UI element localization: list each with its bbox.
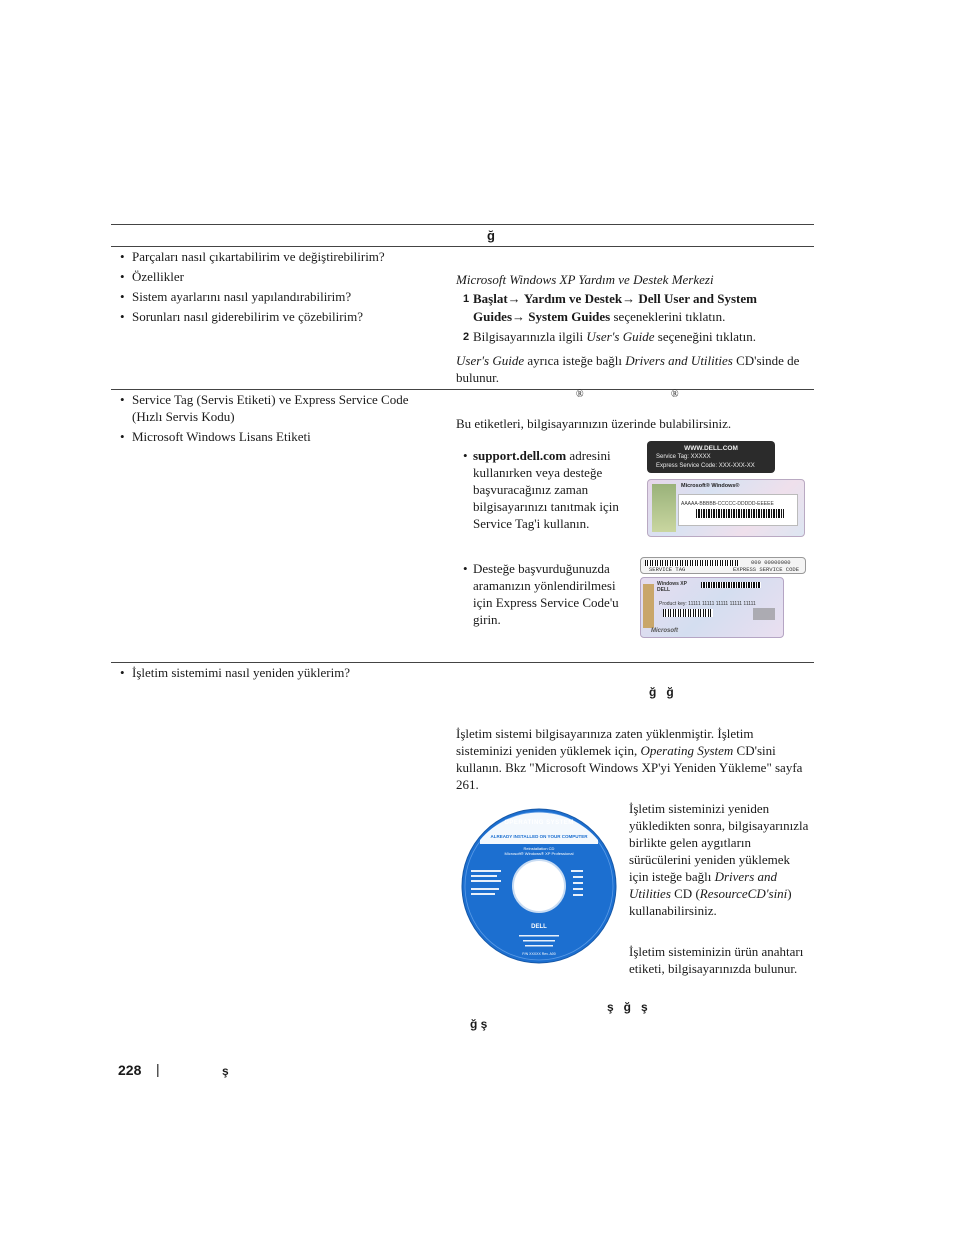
step-bold: Başlat bbox=[473, 291, 508, 306]
step-bold: System Guides bbox=[528, 309, 611, 324]
steps-list bbox=[456, 290, 796, 346]
row3-questions bbox=[120, 664, 430, 684]
step-1 bbox=[456, 290, 796, 326]
label-express-code: Express Service Code: XXX-XXX-XX bbox=[656, 463, 755, 469]
bullet-express-code bbox=[463, 560, 625, 628]
cd-graphic bbox=[461, 808, 617, 964]
row3-heading-glyphs: ğ ğ bbox=[649, 685, 674, 699]
table-header-glyph: ğ bbox=[487, 228, 495, 243]
label-express-code: EXPRESS SERVICE CODE bbox=[733, 566, 800, 573]
step-2 bbox=[456, 328, 796, 346]
para-italic: Drivers and Utilities bbox=[629, 869, 778, 901]
registered-mark: ® bbox=[576, 389, 584, 400]
row1-questions bbox=[120, 248, 430, 328]
operating-system-cd-image bbox=[461, 808, 617, 964]
bullet-text: Desteğe başvurduğunuzda aramanızın yönlendirilmesi için Express Service Code'u girin. bbox=[473, 561, 619, 627]
arrow: → bbox=[512, 309, 529, 324]
label-service-tag: SERVICE TAG bbox=[649, 566, 686, 573]
row2-questions bbox=[120, 391, 430, 448]
question-item: • Sorunları nasıl giderebilirim ve çözebilirim? bbox=[120, 308, 430, 325]
bullet-text: adresini kullanırken veya desteğe başvuracağınız zaman bilgisayarınızı tanıtmak için Service Tag'i kullanın. bbox=[473, 448, 619, 531]
row-divider bbox=[111, 662, 814, 663]
service-tag-label-image bbox=[647, 441, 775, 473]
question-item: • Service Tag (Servis Etiketi) ve Express Service Code (Hızlı Servis Kodu) bbox=[120, 391, 430, 425]
table-header-rule bbox=[111, 246, 814, 247]
label-barcode-number: 000 00000000 bbox=[751, 559, 791, 566]
arrow: → bbox=[507, 291, 524, 306]
footer-glyph: ş bbox=[222, 1064, 229, 1078]
cd-title: OPERATING SYSTEM bbox=[504, 820, 574, 826]
step-number: 2 bbox=[463, 331, 470, 343]
support-link-text: support.dell.com bbox=[473, 448, 567, 463]
page-number: 228 bbox=[118, 1062, 142, 1078]
bullet-dot: • bbox=[463, 561, 468, 576]
arrow: → bbox=[622, 291, 639, 306]
table-top-rule bbox=[111, 224, 814, 225]
step-number: 1 bbox=[463, 293, 470, 305]
coa-brand: Windows XP bbox=[657, 581, 687, 587]
para-text: İşletim sistemi bilgisayarınıza zaten yüklenmiştir. İşletim sisteminizi yeniden yüklemek için, bbox=[456, 726, 754, 758]
question-item: • Özellikler bbox=[120, 268, 430, 285]
question-item: • Parçaları nasıl çıkartabilirim ve değiştirebilirim? bbox=[120, 248, 430, 265]
service-tag-barcode-label-image bbox=[640, 557, 806, 574]
product-key-paragraph: İşletim sisteminizin ürün anahtarı etiketi, bilgisayarınızda bulunur. bbox=[629, 944, 804, 976]
label-url: WWW.DELL.COM bbox=[684, 445, 738, 452]
step-italic: User's Guide bbox=[586, 329, 655, 344]
coa-brand: Microsoft® Windows® bbox=[681, 483, 740, 489]
para-italic: Operating System bbox=[640, 743, 734, 758]
question-item: • İşletim sistemimi nasıl yeniden yüklerim? bbox=[120, 664, 430, 681]
cd-line2: Microsoft® Windows® XP Professional bbox=[504, 851, 574, 856]
registered-mark: ® bbox=[671, 389, 679, 400]
para-italic: ResourceCD'sini bbox=[699, 886, 788, 901]
coa-dell: DELL bbox=[657, 587, 671, 593]
question-item: • Microsoft Windows Lisans Etiketi bbox=[120, 428, 430, 445]
row1-note bbox=[456, 352, 812, 386]
row3-footer-glyphs-2: ğ ş bbox=[470, 1017, 488, 1031]
cd-line1: Reinstallation CD bbox=[523, 846, 555, 851]
labels-intro: Bu etiketleri, bilgisayarınızın üzerinde bulabilirsiniz. bbox=[456, 416, 732, 431]
windows-xp-coa-label-image bbox=[640, 577, 784, 638]
para-text: ) kullanabilirsiniz. bbox=[629, 886, 792, 918]
step-text: Bilgisayarınızla ilgili bbox=[473, 329, 587, 344]
coa-product-key: AAAAA-BBBBB-CCCCC-DDDDD-EEEEE bbox=[681, 501, 774, 507]
step-text: seçeneklerini tıklatın. bbox=[610, 309, 726, 324]
coa-product-key: Product key: 11111 11111 11111 11111 11111 bbox=[659, 601, 756, 607]
note-italic: Drivers and Utilities bbox=[625, 353, 733, 368]
bullet-service-tag bbox=[463, 447, 625, 532]
coa-microsoft: Microsoft bbox=[651, 628, 678, 634]
reinstall-paragraph bbox=[456, 725, 810, 793]
cd-dell-logo: DELL bbox=[531, 924, 547, 930]
cd-subtitle: ALREADY INSTALLED ON YOUR COMPUTER bbox=[490, 834, 588, 839]
note-italic: User's Guide bbox=[456, 353, 525, 368]
note-text: CD'sinde de bulunur. bbox=[456, 353, 800, 385]
label-service-tag: Service Tag: XXXXX bbox=[656, 454, 711, 460]
para-text: CD ( bbox=[670, 886, 700, 901]
row-divider bbox=[111, 389, 814, 390]
note-text: ayrıca isteğe bağlı bbox=[524, 353, 626, 368]
windows-coa-label-image bbox=[647, 479, 805, 537]
step-bold: Dell User and System Guides bbox=[473, 291, 757, 324]
para-text: CD'sini kullanın. Bkz "Microsoft Windows XP'yi Yeniden Yükleme" sayfa 261. bbox=[456, 743, 803, 792]
footer-separator: | bbox=[156, 1061, 160, 1077]
drivers-paragraph bbox=[629, 800, 811, 919]
step-text: seçeneğini tıklatın. bbox=[654, 329, 756, 344]
row3-footer-glyphs: ş ğ ş bbox=[607, 1000, 648, 1014]
bullet-dot: • bbox=[463, 448, 468, 463]
source-title: Microsoft Windows XP Yardım ve Destek Merkezi bbox=[456, 272, 714, 287]
cd-part-number: P/N XXXXX Rev. A00 bbox=[522, 952, 556, 956]
question-item: • Sistem ayarlarını nasıl yapılandırabilirim? bbox=[120, 288, 430, 305]
para-text: İşletim sisteminizi yeniden yükledikten sonra, bilgisayarınızla birlikte gelen aygıtların sürücülerini yeniden yüklemek için isteğe bağlı bbox=[629, 801, 809, 884]
step-bold: Yardım ve Destek bbox=[523, 291, 623, 306]
